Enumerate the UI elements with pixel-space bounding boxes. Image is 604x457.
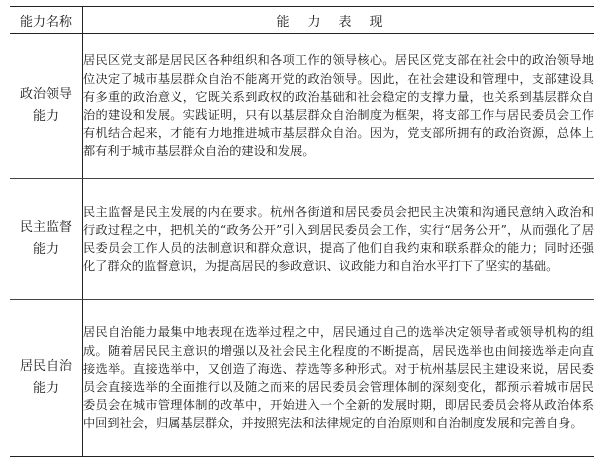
ability-name-line: 居民自治 xyxy=(19,359,72,374)
header-ability-name: 能力名称 xyxy=(10,7,83,34)
ability-table xyxy=(10,6,594,457)
ability-name-cell xyxy=(10,34,83,179)
ability-name-line: 民主监督 xyxy=(19,220,72,235)
ability-description: 居民区党支部是居民区各种组织和各项工作的领导核心。居民区党支部在社会中的政治领导地位决定了城市基层群众自治不能离开党的政治领导。因此，在社会建设和管理中，支部建设具有多重的政治意义，它既关系到政权的政治基础和社会稳定的支撑力量，也关系到基层群众自治的建设和发展。实践证明，只有以基层群众自治制度为框架，将支部工作与居民委员会工作有机结合起来，才能有力地推进城市基层群众自治。因为，党支部所拥有的政治资源，总体上都有利于城市基层群众自治的建设和发展。 xyxy=(83,34,595,179)
table-row xyxy=(10,179,594,300)
table-row xyxy=(10,34,594,179)
header-ability-performance: 能力表现 xyxy=(83,7,595,34)
ability-description: 民主监督是民主发展的内在要求。杭州各街道和居民委员会把民主决策和沟通民意纳入政治和行政过程之中，把机关的“政务公开”引入到居民委员会工作，实行“居务公开”，从而强化了居民委员会工作人员的法制意识和群众意识，提高了他们自我约束和联系群众的能力；同时还强化了群众的监督意识，为提高居民的参政意识、议政能力和自治水平打下了坚实的基础。 xyxy=(83,179,595,300)
table-header-row xyxy=(10,7,594,34)
ability-name-line: 能力 xyxy=(32,381,59,396)
table-row xyxy=(10,300,594,457)
ability-description: 居民自治能力最集中地表现在选举过程之中，居民通过自己的选举决定领导者或领导机构的组成。随着居民民主意识的增强以及社会民主化程度的不断提高，居民选举也由间接选举走向直接选举。直接选举中，又创造了海选、荐选等多种形式。对于杭州基层民主建设来说，居民委员会直接选举的全面推行以及随之而来的居民委员会管理体制的深刻变化，都预示着城市居民委员会在城市管理体制的改革中，开始进入一个全新的发展时期，即居民委员会将从政治体系中回到社会，归属基层群众，并按照宪法和法律规定的自治原则和自治制度发展和完善自身。 xyxy=(83,300,595,457)
ability-name-cell xyxy=(10,300,83,457)
ability-name-line: 能力 xyxy=(32,242,59,257)
ability-name-line: 政治领导 xyxy=(19,87,72,102)
ability-name-line: 能力 xyxy=(32,109,59,124)
ability-name-cell xyxy=(10,179,83,300)
